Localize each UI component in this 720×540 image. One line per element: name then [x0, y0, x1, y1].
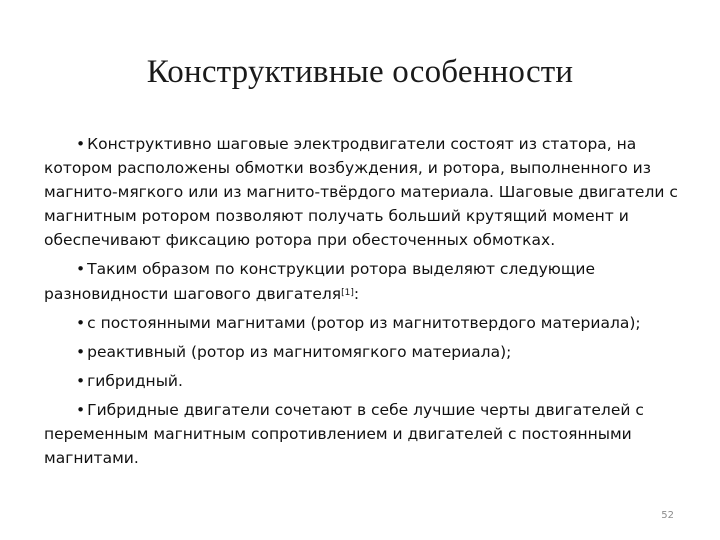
paragraph-text: Конструктивно шаговые электродвигатели состоят из статора, на котором расположены обмотки возбуждения, и ротора, выполненного из магнито-мягкого или из магнито-твёрдого материала. Шаговые двигатели с магнитным ротором позволяют получать больший крутящий момент и обеспечивают фиксацию ротора при обесточенных обмотках. [44, 135, 678, 249]
slide-body [44, 132, 684, 475]
paragraph-text: Таким образом по конструкции ротора выделяют следующие разновидности шагового двигателя [44, 260, 596, 303]
bullet-mark: • [76, 401, 86, 419]
paragraph-text: с постоянными магнитами (ротор из магнитотвердого материала); [87, 314, 641, 332]
paragraph-text: реактивный (ротор из магнитомягкого материала); [87, 343, 512, 361]
reference-marker[interactable]: [1] [341, 288, 354, 298]
bullet-mark: • [76, 314, 86, 332]
slide-title: Конструктивные особенности [146, 54, 574, 90]
list-item-hybrid [44, 369, 684, 393]
bullet-mark: • [76, 135, 86, 153]
bullet-mark: • [76, 372, 86, 390]
paragraph-rotor-types-intro [44, 257, 684, 306]
list-item-reactive [44, 340, 684, 364]
list-item-permanent-magnet [44, 311, 684, 335]
bullet-mark: • [76, 260, 86, 278]
paragraph-text: Гибридные двигатели сочетают в себе лучшие черты двигателей с переменным магнитным сопротивлением и двигателей с постоянными магнитами. [44, 401, 644, 467]
paragraph-hybrid-summary [44, 398, 684, 470]
paragraph-suffix: : [353, 285, 360, 303]
page-number: 52 [661, 510, 674, 521]
paragraph-text: гибридный. [87, 372, 183, 390]
paragraph-construction [44, 132, 684, 252]
bullet-mark: • [76, 343, 86, 361]
